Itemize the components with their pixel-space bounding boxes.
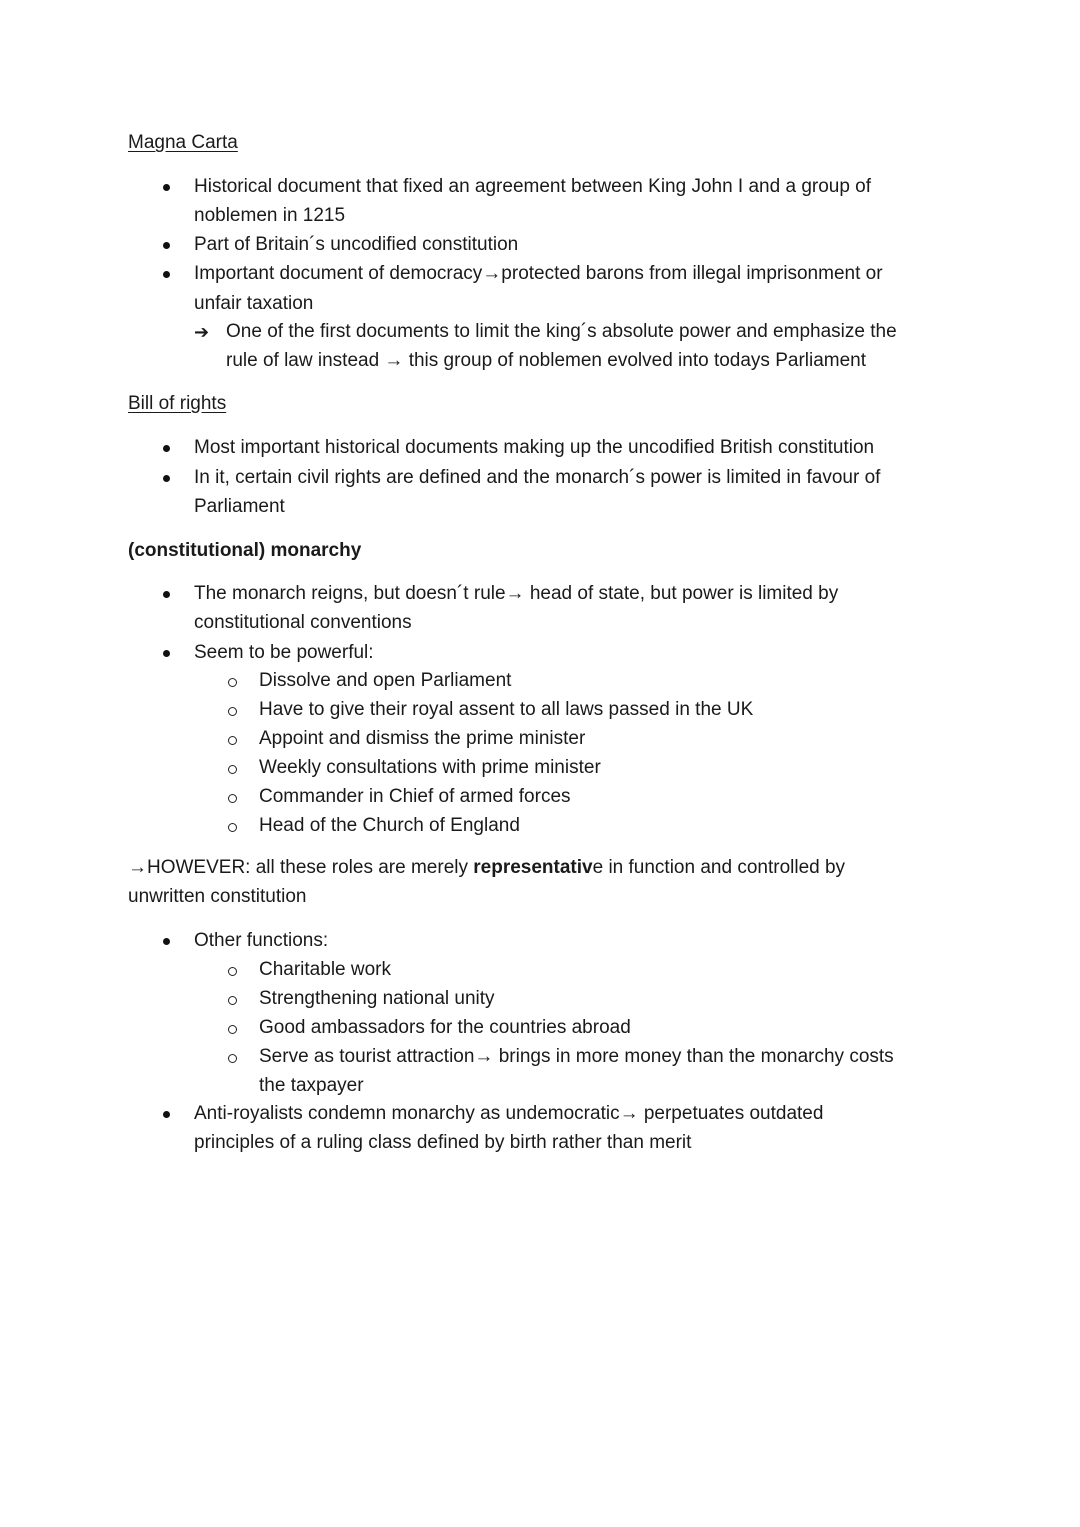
circle-bullet <box>228 678 237 687</box>
magna-carta-sub-point: One of the first documents to limit the king´s absolute power and emphasize the <box>226 321 897 342</box>
magna-carta-point-1: Historical document that fixed an agreement between King John I and a group of <box>194 176 872 197</box>
however-text-end: e in function and controlled by <box>592 857 846 878</box>
bill-of-rights-point-2-cont: Parliament <box>194 496 285 517</box>
bullet-dot <box>163 1111 170 1118</box>
however-note <box>128 856 845 880</box>
monarchy-point-4-cont: principles of a ruling class defined by birth rather than merit <box>194 1132 692 1153</box>
power-item: Weekly consultations with prime minister <box>259 757 601 778</box>
bullet-dot <box>163 242 170 249</box>
function-item: Serve as tourist attraction→ brings in more money than the monarchy costs <box>259 1046 894 1067</box>
however-bold: representativ <box>473 857 593 878</box>
circle-bullet <box>228 1025 237 1034</box>
monarchy-heading: (constitutional) monarchy <box>128 540 362 561</box>
bullet-dot <box>163 938 170 945</box>
circle-bullet <box>228 794 237 803</box>
power-item: Appoint and dismiss the prime minister <box>259 728 586 749</box>
circle-bullet <box>228 996 237 1005</box>
arrow-icon: ➔ <box>194 322 210 342</box>
function-item: Strengthening national unity <box>259 988 495 1009</box>
function-item: Charitable work <box>259 959 391 980</box>
circle-bullet <box>228 707 237 716</box>
bullet-dot <box>163 445 170 452</box>
circle-bullet <box>228 967 237 976</box>
power-item: Commander in Chief of armed forces <box>259 786 571 807</box>
however-note-cont: unwritten constitution <box>128 886 307 907</box>
circle-bullet <box>228 736 237 745</box>
function-item: Good ambassadors for the countries abroad <box>259 1017 631 1038</box>
bill-of-rights-point-2: In it, certain civil rights are defined and the monarch´s power is limited in favour of <box>194 467 881 488</box>
bullet-dot <box>163 475 170 482</box>
monarchy-point-3: Other functions: <box>194 930 329 951</box>
bill-of-rights-heading: Bill of rights <box>128 393 227 414</box>
magna-carta-sub-point-cont: rule of law instead → this group of noblemen evolved into todays Parliament <box>226 350 867 371</box>
power-item: Dissolve and open Parliament <box>259 670 512 691</box>
bullet-dot <box>163 650 170 657</box>
monarchy-point-4: Anti-royalists condemn monarchy as undemocratic→ perpetuates outdated <box>194 1103 824 1124</box>
monarchy-point-1: The monarch reigns, but doesn´t rule→ head of state, but power is limited by <box>194 583 839 604</box>
bill-of-rights-point-1: Most important historical documents making up the uncodified British constitution <box>194 437 875 458</box>
circle-bullet <box>228 765 237 774</box>
power-item: Have to give their royal assent to all laws passed in the UK <box>259 699 754 720</box>
function-item-cont: the taxpayer <box>259 1075 364 1096</box>
magna-carta-point-3-cont: unfair taxation <box>194 293 314 314</box>
bullet-dot <box>163 591 170 598</box>
magna-carta-point-2: Part of Britain´s uncodified constitution <box>194 234 519 255</box>
bullet-dot <box>163 271 170 278</box>
monarchy-point-2: Seem to be powerful: <box>194 642 374 663</box>
power-item: Head of the Church of England <box>259 815 520 836</box>
circle-bullet <box>228 823 237 832</box>
magna-carta-heading: Magna Carta <box>128 132 238 153</box>
circle-bullet <box>228 1054 237 1063</box>
monarchy-point-1-cont: constitutional conventions <box>194 612 412 633</box>
bullet-dot <box>163 184 170 191</box>
magna-carta-point-1-cont: noblemen in 1215 <box>194 205 346 226</box>
however-text: →HOWEVER: all these roles are merely <box>128 857 474 878</box>
magna-carta-point-3: Important document of democracy→protected barons from illegal imprisonment or <box>194 263 883 284</box>
